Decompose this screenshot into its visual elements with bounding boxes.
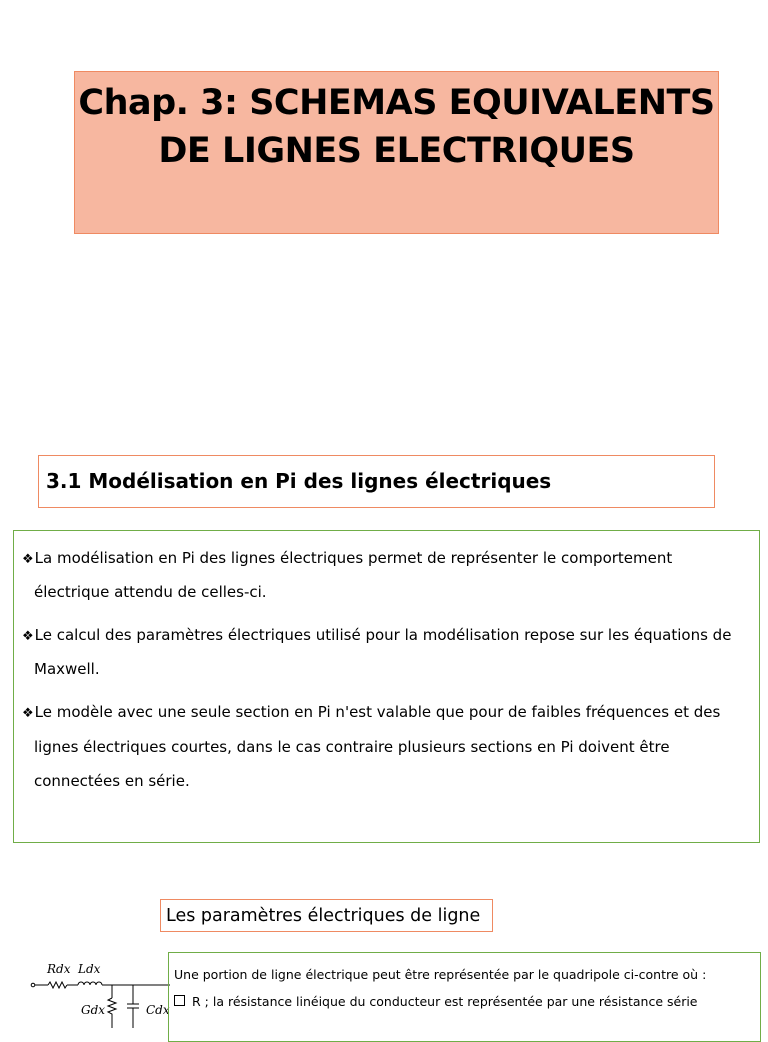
title-line-1: Chap. 3: SCHEMAS EQUIVALENTS: [78, 83, 715, 123]
series-resistor: [48, 982, 67, 988]
description-box: [168, 952, 761, 1042]
checkbox-bullet-icon: [174, 995, 185, 1006]
circuit-label-cdx: Cdx: [146, 1003, 170, 1017]
circuit-label-ldx: Ldx: [78, 962, 101, 976]
bullet-3-line-2: lignes électriques courtes, dans le cas contraire plusieurs sections en Pi doivent être: [34, 738, 670, 756]
bullet-3-line-3: connectées en série.: [34, 772, 190, 790]
section-heading-box: [38, 455, 715, 508]
bullets-box: [13, 530, 760, 843]
title-box: [74, 71, 719, 234]
section-heading: 3.1 Modélisation en Pi des lignes électriques: [46, 469, 552, 493]
diamond-bullet-icon: ❖: [22, 629, 34, 644]
diamond-bullet-icon: ❖: [22, 706, 34, 721]
series-inductor: [78, 982, 102, 985]
circuit-label-gdx: Gdx: [81, 1003, 106, 1017]
input-terminal: [31, 983, 35, 987]
circuit-label-rdx: Rdx: [47, 962, 71, 976]
subtitle-box: [160, 899, 493, 932]
bullet-2-line-2: Maxwell.: [34, 660, 100, 678]
bullet-1-line-2: électrique attendu de celles-ci.: [34, 583, 267, 601]
pi-circuit-diagram: [28, 958, 170, 1028]
bullet-text: Le calcul des paramètres électriques utilisé pour la modélisation repose sur les équations de: [34, 626, 732, 644]
bullet-2-line-1: [22, 625, 731, 647]
bullet-3-line-1: [22, 702, 720, 724]
description-item-1: [174, 993, 698, 1011]
subtitle: Les paramètres électriques de ligne: [166, 906, 481, 926]
description-item-text: R ; la résistance linéique du conducteur est représentée par une résistance série: [192, 994, 698, 1009]
bullet-1-line-1: [22, 548, 672, 570]
bullet-text: Le modèle avec une seule section en Pi n'est valable que pour de faibles fréquences et des: [34, 703, 721, 721]
title-line-2: DE LIGNES ELECTRIQUES: [158, 131, 635, 171]
description-intro: Une portion de ligne électrique peut être représentée par le quadripole ci-contre où :: [174, 967, 707, 982]
diamond-bullet-icon: ❖: [22, 552, 34, 567]
bullet-text: La modélisation en Pi des lignes électriques permet de représenter le comportement: [34, 549, 673, 567]
